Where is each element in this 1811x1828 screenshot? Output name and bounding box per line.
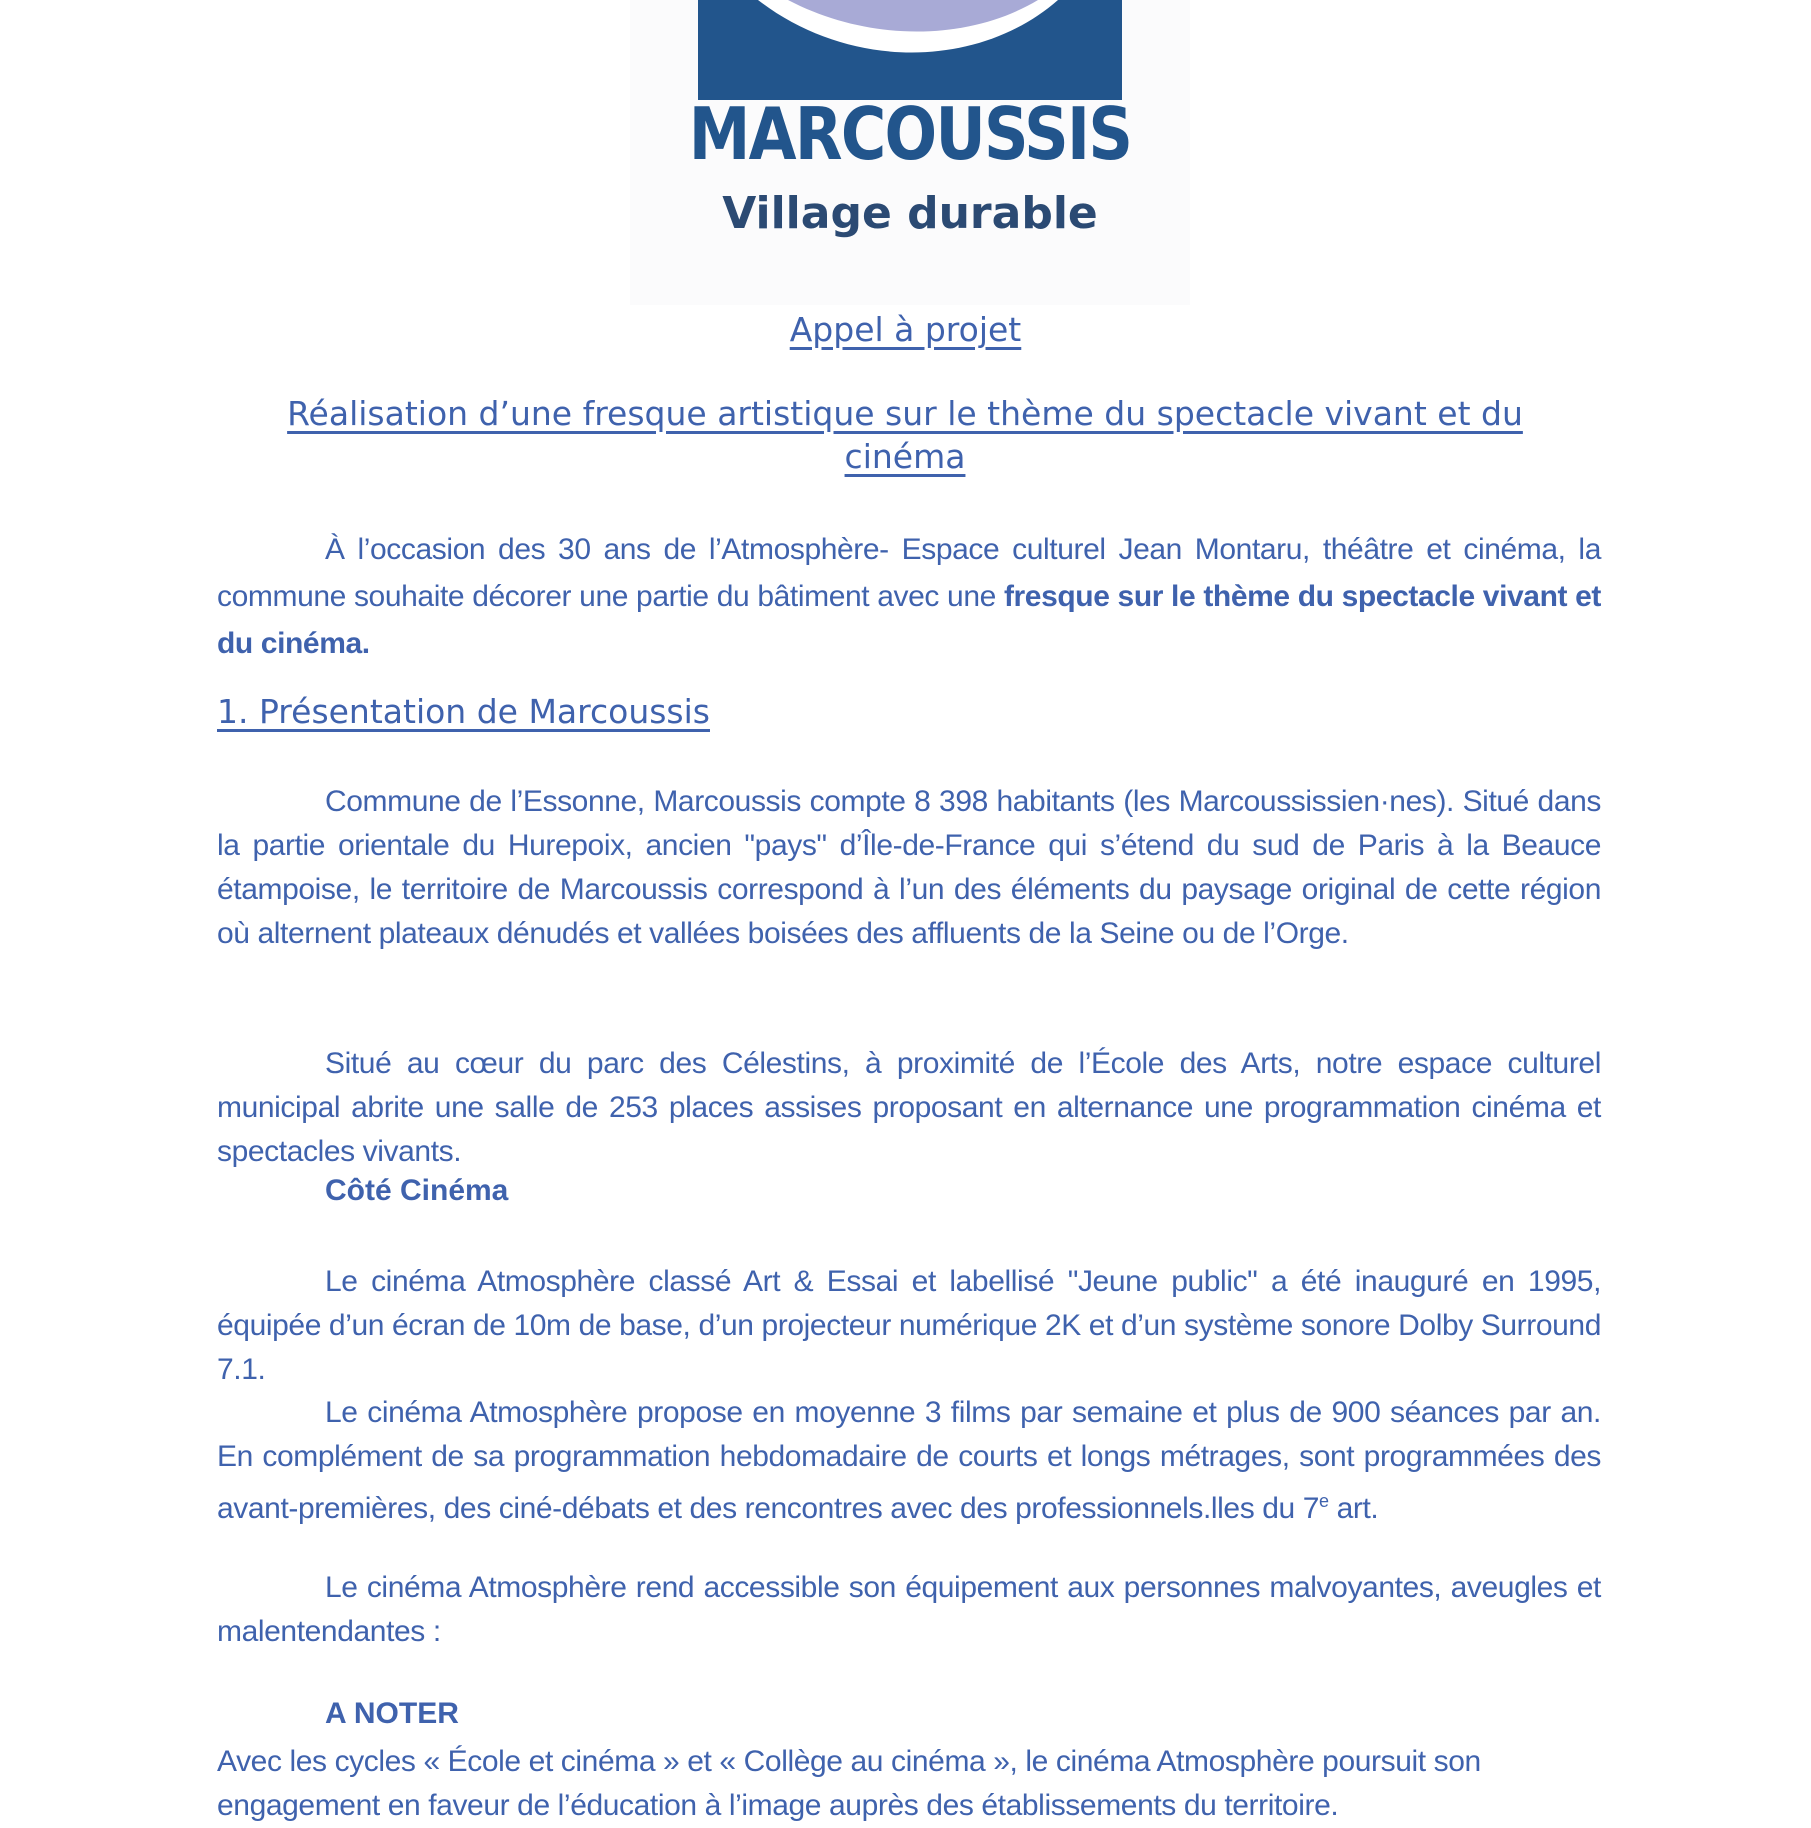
page-subtitle: Réalisation d’une fresque artistique sur le thème du spectacle vivant et du cinéma: [287, 394, 1523, 476]
wave-emblem: [698, 0, 1122, 100]
paragraph-accessibilite: Le cinéma Atmosphère rend accessible son équipement aux personnes malvoyantes, aveugles et malentendantes :: [217, 1571, 1601, 1648]
logo-name: MARCOUSSIS: [688, 92, 1132, 176]
page-title: Appel à projet: [789, 310, 1022, 349]
heading-a-noter: A NOTER: [325, 1697, 459, 1730]
paragraph-espace-culturel: Situé au cœur du parc des Célestins, à proximité de l’École des Arts, notre espace culturel municipal abrite une salle de 253 places assises proposant en alternance une programmation cinéma et spectacles vivants.: [217, 1047, 1601, 1168]
heading-cote-cinema: Côté Cinéma: [325, 1174, 509, 1207]
paragraph-programmation: [217, 1391, 1601, 1531]
programmation-text: Le cinéma Atmosphère propose en moyenne 3 films par semaine et plus de 900 séances par an. En complément de sa programmation hebdomadaire de courts et longs métrages, sont programmées des avant-premières, des ciné-débats et des rencontres avec des professionnels.lles du 7: [217, 1396, 1601, 1525]
programmation-end: art.: [1328, 1492, 1379, 1525]
logo-tagline: Village durable: [722, 188, 1098, 239]
paragraph-cycles: Avec les cycles « École et cinéma » et « Collège au cinéma », le cinéma Atmosphère poursuit son engagement en faveur de l’éducation à l’image auprès des établissements du territoire.: [217, 1745, 1481, 1822]
intro-text: À l’occasion des 30 ans de l’Atmosphère- Espace culturel Jean Montaru, théâtre et cinéma, la commune souhaite décorer une partie du bâtiment avec une: [217, 533, 1601, 613]
superscript-e: e: [1319, 1491, 1329, 1511]
section-heading-presentation: 1. Présentation de Marcoussis: [217, 692, 710, 731]
intro-bold-text: fresque sur le thème du spectacle vivant et du cinéma.: [217, 580, 1601, 660]
paragraph-cinema-atmosphere: Le cinéma Atmosphère classé Art & Essai et labellisé "Jeune public" a été inauguré en 1995, équipée d’un écran de 10m de base, d’un projecteur numérique 2K et d’un système sonore Dolby Surround 7.1.: [217, 1265, 1601, 1386]
paragraph-commune: Commune de l’Essonne, Marcoussis compte 8 398 habitants (les Marcoussissien·nes). Situé dans la partie orientale du Hurepoix, ancien "pays" d’Île-de-France qui s’étend du sud de Paris à la Beauce étampoise, le territoire de Marcoussis correspond à l’un des éléments du paysage original de cette région où alternent plateaux dénudés et vallées boisées des affluents de la Seine ou de l’Orge.: [217, 785, 1601, 950]
intro-paragraph: [217, 526, 1601, 667]
marcoussis-logo: [630, 0, 1190, 305]
